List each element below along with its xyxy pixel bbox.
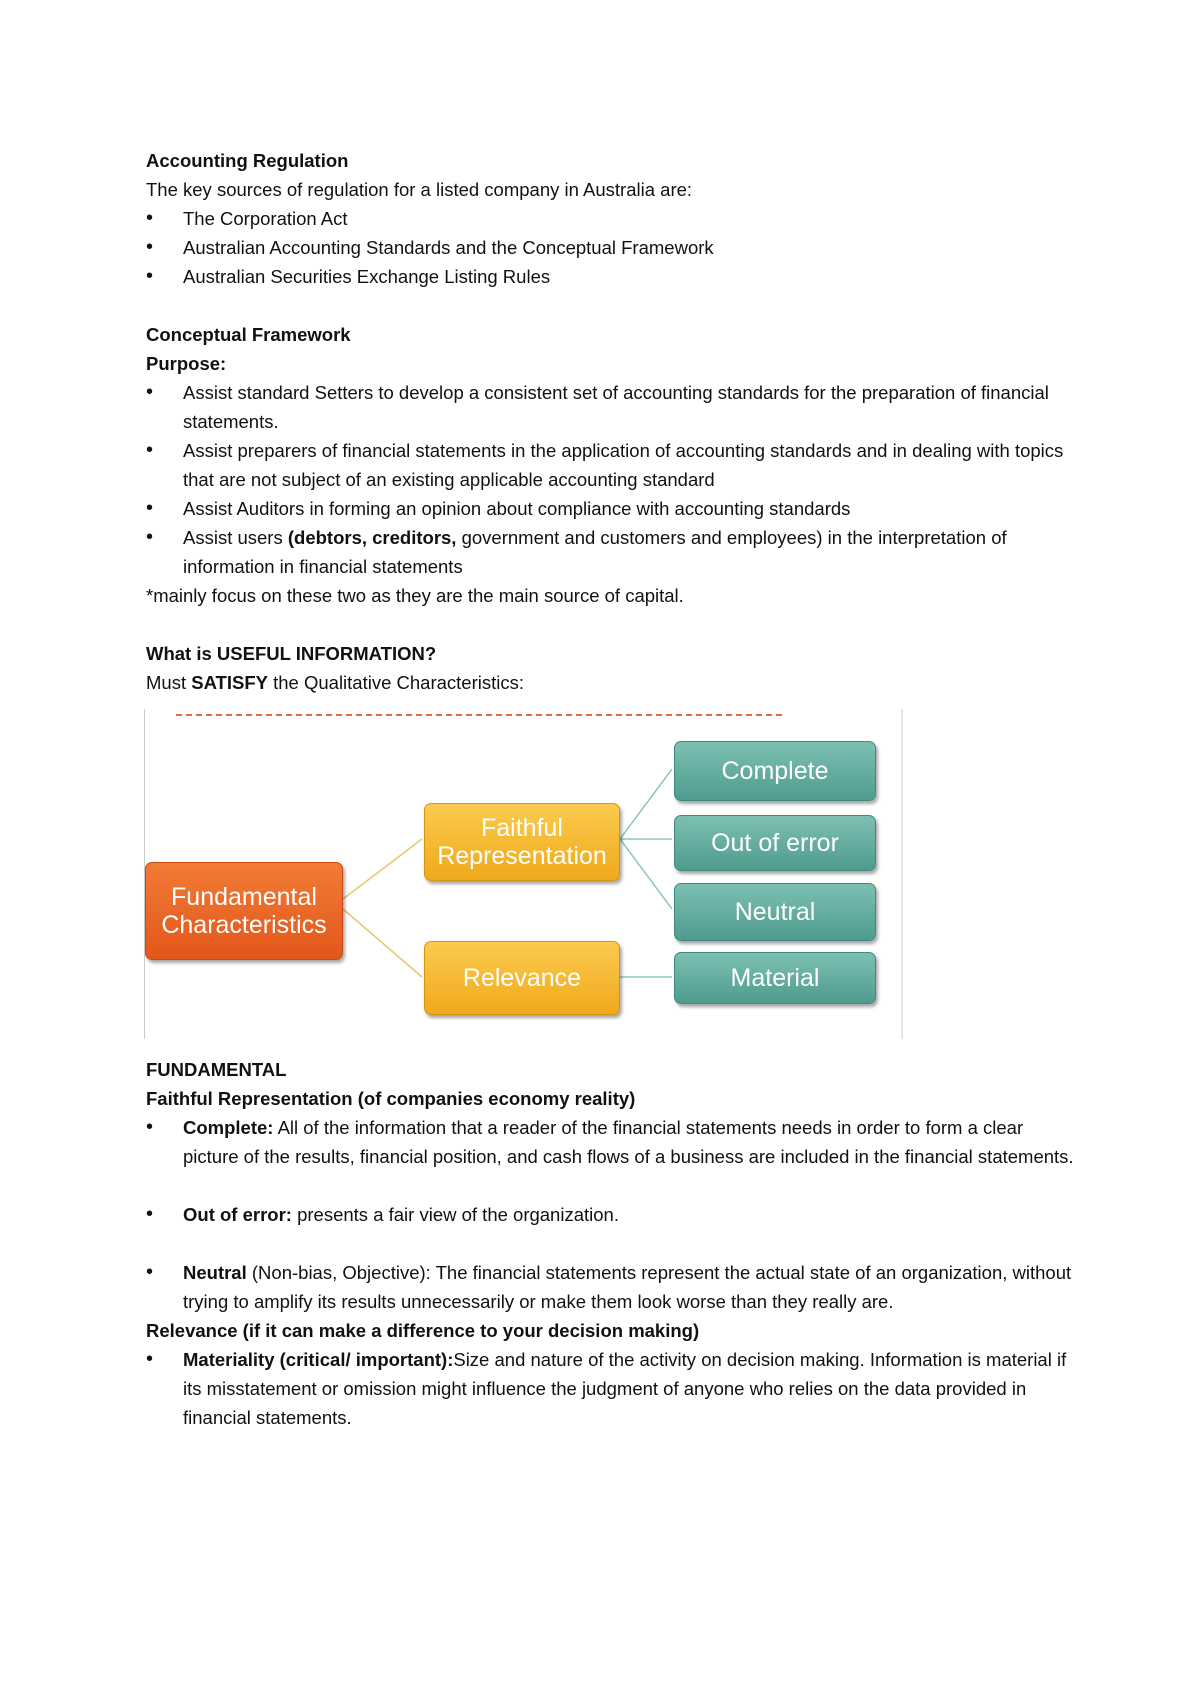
complete-label: Complete: (183, 1117, 274, 1138)
out-of-error-list (146, 1200, 1076, 1229)
connector-root-relevance (343, 909, 422, 977)
item-text: Assist users (183, 527, 288, 548)
out-of-error-box: Out of error (674, 815, 876, 871)
regulation-list (146, 204, 1076, 291)
fundamental-characteristics-box: Fundamental Characteristics (145, 862, 343, 960)
list-item: • Assist preparers of financial statements in the application of accounting standards and in dealing with topics that are not subject of an existing applicable accounting standard (146, 436, 1076, 494)
neutral-text: (Non-bias, Objective): (246, 1262, 431, 1283)
faithful-list (146, 1113, 1076, 1171)
qualitative-characteristics-diagram (144, 709, 904, 1049)
out-of-error-text: presents a fair view of the organization. (291, 1204, 619, 1225)
list-item (146, 1200, 1076, 1229)
materiality-text: Size and nature of the activity on decision making. Information is material if its misstatement or omission might influence the judgment of anyone who relies on the data provided in financial statements. (183, 1349, 1067, 1428)
material-box: Material (674, 952, 876, 1004)
item-bold-text: (debtors, creditors, (287, 527, 457, 548)
section-heading-fundamental: FUNDAMENTAL (146, 1059, 287, 1080)
out-of-error-label: Out of error: (183, 1204, 292, 1225)
list-item: • The Corporation Act (146, 204, 1076, 233)
list-item: • Assist standard Setters to develop a consistent set of accounting standards for the preparation of financial statements. (146, 378, 1076, 436)
connector-faithful-neutral (620, 839, 672, 909)
line-text: Must (146, 672, 192, 693)
section-heading-useful-information: What is USEFUL INFORMATION? (146, 643, 437, 664)
faithful-representation-box: Faithful Representation (424, 803, 620, 881)
complete-box: Complete (674, 741, 876, 801)
section-heading-conceptual-framework: Conceptual Framework (146, 324, 351, 345)
regulation-intro: The key sources of regulation for a listed company in Australia are: (146, 179, 693, 200)
purpose-list (146, 378, 1076, 581)
capital-note: *mainly focus on these two as they are the main source of capital. (146, 585, 684, 606)
relevance-heading: Relevance (if it can make a difference to your decision making) (146, 1320, 700, 1341)
list-item: • Assist Auditors in forming an opinion about compliance with accounting standards (146, 494, 1076, 523)
neutral-text-2: The financial statements represent the actual state of an organization, without trying to amplify its results unnecessarily or make them look worse than they really are. (183, 1262, 1072, 1312)
relevance-box: Relevance (424, 941, 620, 1015)
neutral-list (146, 1258, 1076, 1316)
faithful-heading: Faithful Representation (of companies economy reality) (146, 1088, 636, 1109)
list-item (146, 1258, 1076, 1316)
line-text: the Qualitative Characteristics: (267, 672, 525, 693)
satisfy-text: SATISFY (191, 672, 268, 693)
list-item: • Australian Securities Exchange Listing Rules (146, 262, 1076, 291)
list-item (146, 1345, 1076, 1432)
neutral-label: Neutral (183, 1262, 247, 1283)
connector-root-faithful (343, 839, 422, 899)
list-item: • Australian Accounting Standards and the Conceptual Framework (146, 233, 1076, 262)
list-item (146, 1113, 1076, 1171)
qualitative-line (146, 668, 1076, 697)
list-item (146, 523, 1076, 581)
materiality-label: Materiality (critical/ important): (183, 1349, 454, 1370)
section-heading-accounting-regulation: Accounting Regulation (146, 150, 349, 171)
item-text: government and customers and employees) in the interpretation of information in financial statements (183, 527, 1007, 577)
neutral-box: Neutral (674, 883, 876, 941)
purpose-subheading: Purpose: (146, 353, 227, 374)
relevance-list (146, 1345, 1076, 1432)
connector-faithful-complete (620, 769, 672, 839)
document-page (146, 146, 1076, 1432)
complete-text: All of the information that a reader of the financial statements needs in order to form a clear picture of the results, financial position, and cash flows of a business are included in the financial statements. (183, 1117, 1074, 1167)
